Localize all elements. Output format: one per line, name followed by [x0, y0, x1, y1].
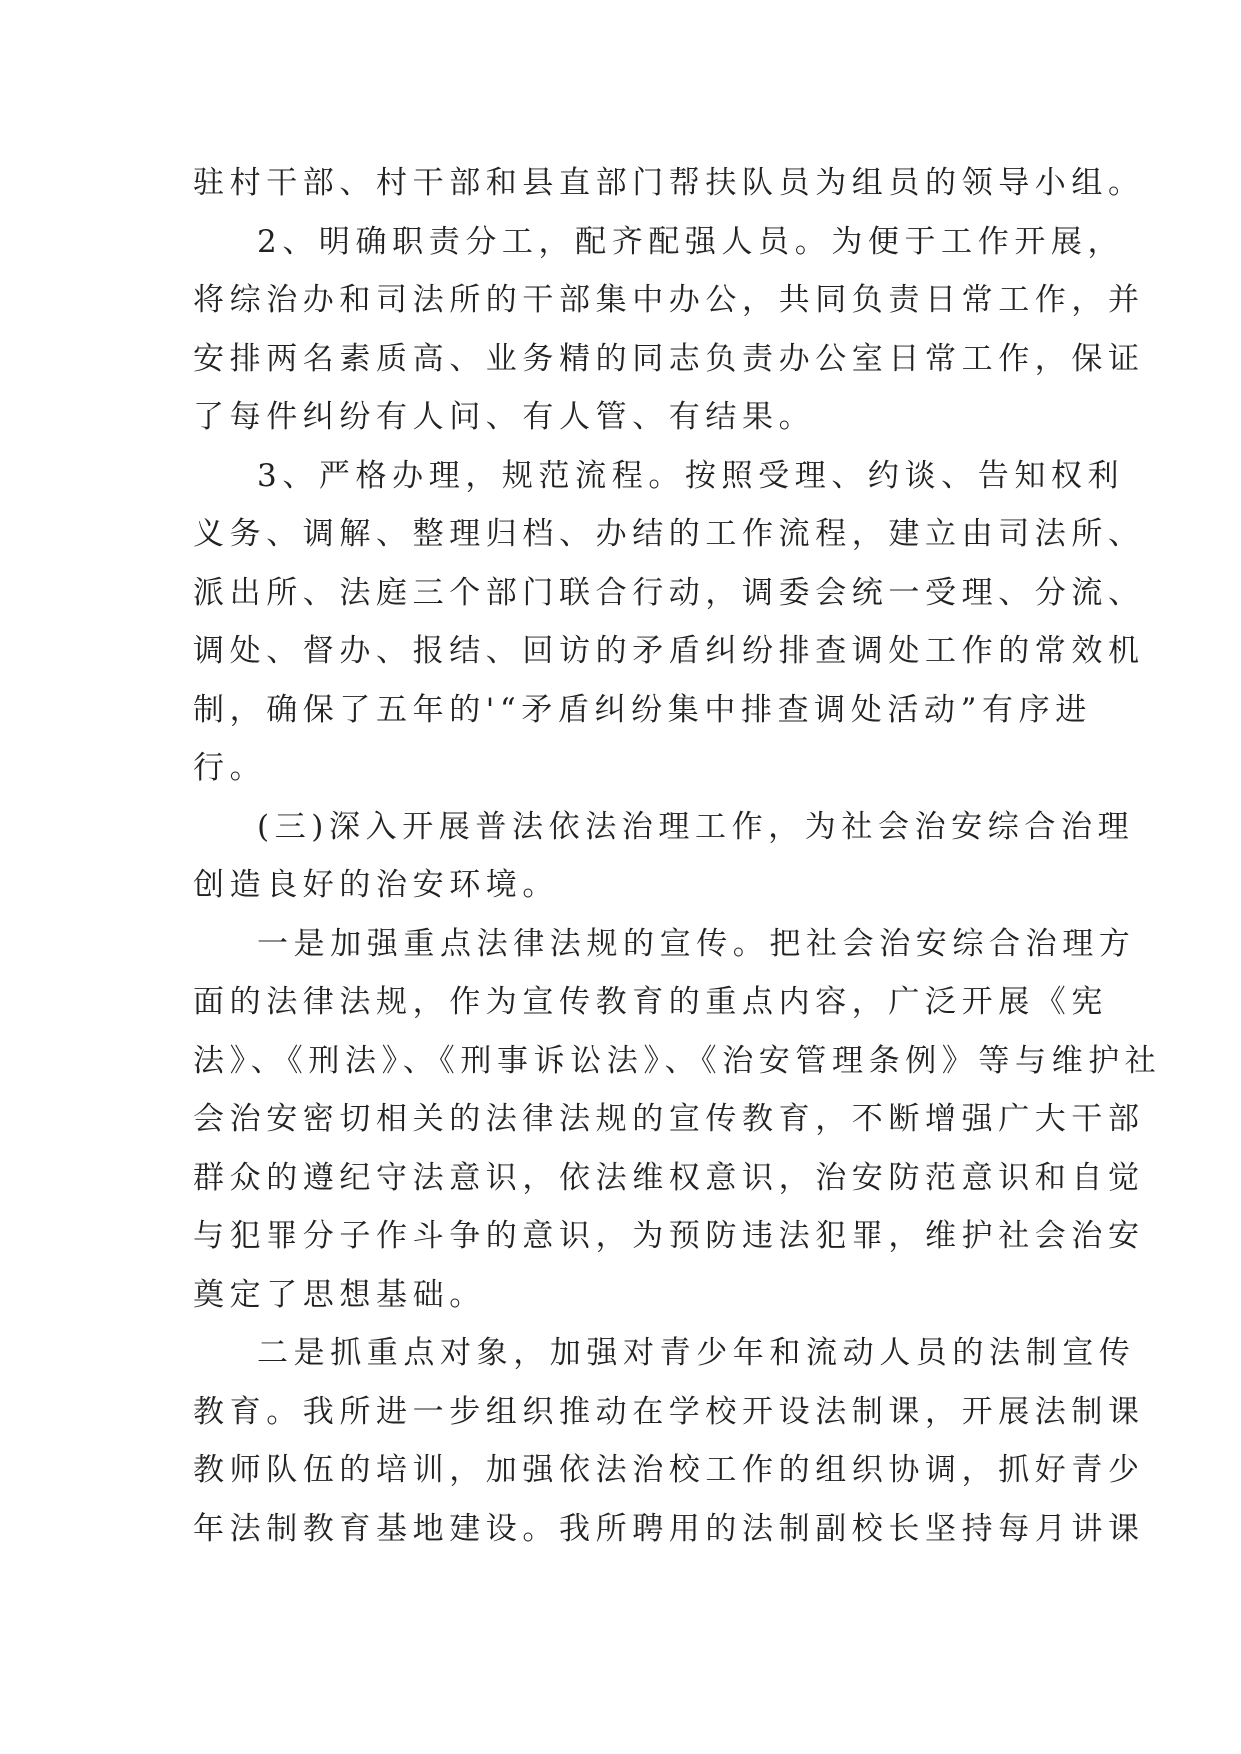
text-line: 将综治办和司法所的干部集中办公，共同负责日常工作，并: [193, 282, 1145, 318]
text-line: 奠定了思想基础。: [193, 1276, 486, 1313]
text-line: 调处、督办、报结、回访的矛盾纠纷排查调处工作的常效机: [193, 633, 1145, 669]
text-line: 法》、《刑法》、《刑事诉讼法》、《治安管理条例》等与维护社: [193, 1042, 1162, 1079]
text-line: 行。: [193, 750, 267, 786]
text-line: 二是抓重点对象，加强对青少年和流动人员的法制宣传: [257, 1335, 1136, 1371]
text-line: 制，确保了五年的'“矛盾纠纷集中排查调处活动”有序进: [193, 691, 1092, 728]
text-line: 安排两名素质高、业务精的同志负责办公室日常工作，保证: [193, 340, 1145, 377]
text-line: 3、严格办理，规范流程。按照受理、约谈、告知权利: [257, 457, 1125, 494]
text-line: 年法制教育基地建设。我所聘用的法制副校长坚持每月讲课: [193, 1510, 1145, 1547]
text-line: 教育。我所进一步组织推动在学校开设法制课，开展法制课: [193, 1393, 1145, 1430]
text-line: 了每件纠纷有人问、有人管、有结果。: [193, 399, 816, 435]
text-line: 教师队伍的培训，加强依法治校工作的组织协调，抓好青少: [193, 1452, 1145, 1488]
text-line: 一是加强重点法律法规的宣传。把社会治安综合治理方: [257, 925, 1136, 962]
text-line: 驻村干部、村干部和县直部门帮扶队员为组员的领导小组。: [193, 165, 1145, 201]
text-line: 派出所、法庭三个部门联合行动，调委会统一受理、分流、: [193, 574, 1145, 611]
text-line: 2、明确职责分工，配齐配强人员。为便于工作开展，: [257, 223, 1125, 260]
document-body: [193, 154, 1162, 1558]
text-line: 创造良好的治安环境。: [193, 867, 559, 903]
text-line: (三)深入开展普法依法治理工作，为社会治安综合治理: [257, 808, 1135, 845]
text-line: 群众的遵纪守法意识，依法维权意识，治安防范意识和自觉: [193, 1159, 1145, 1196]
text-line: 面的法律法规，作为宣传教育的重点内容，广泛开展《宪: [193, 984, 1108, 1020]
text-line: 会治安密切相关的法律法规的宣传教育，不断增强广大干部: [193, 1101, 1145, 1137]
text-line: 与犯罪分子作斗争的意识，为预防违法犯罪，维护社会治安: [193, 1218, 1145, 1254]
text-line: 义务、调解、整理归档、办结的工作流程，建立由司法所、: [193, 516, 1145, 552]
